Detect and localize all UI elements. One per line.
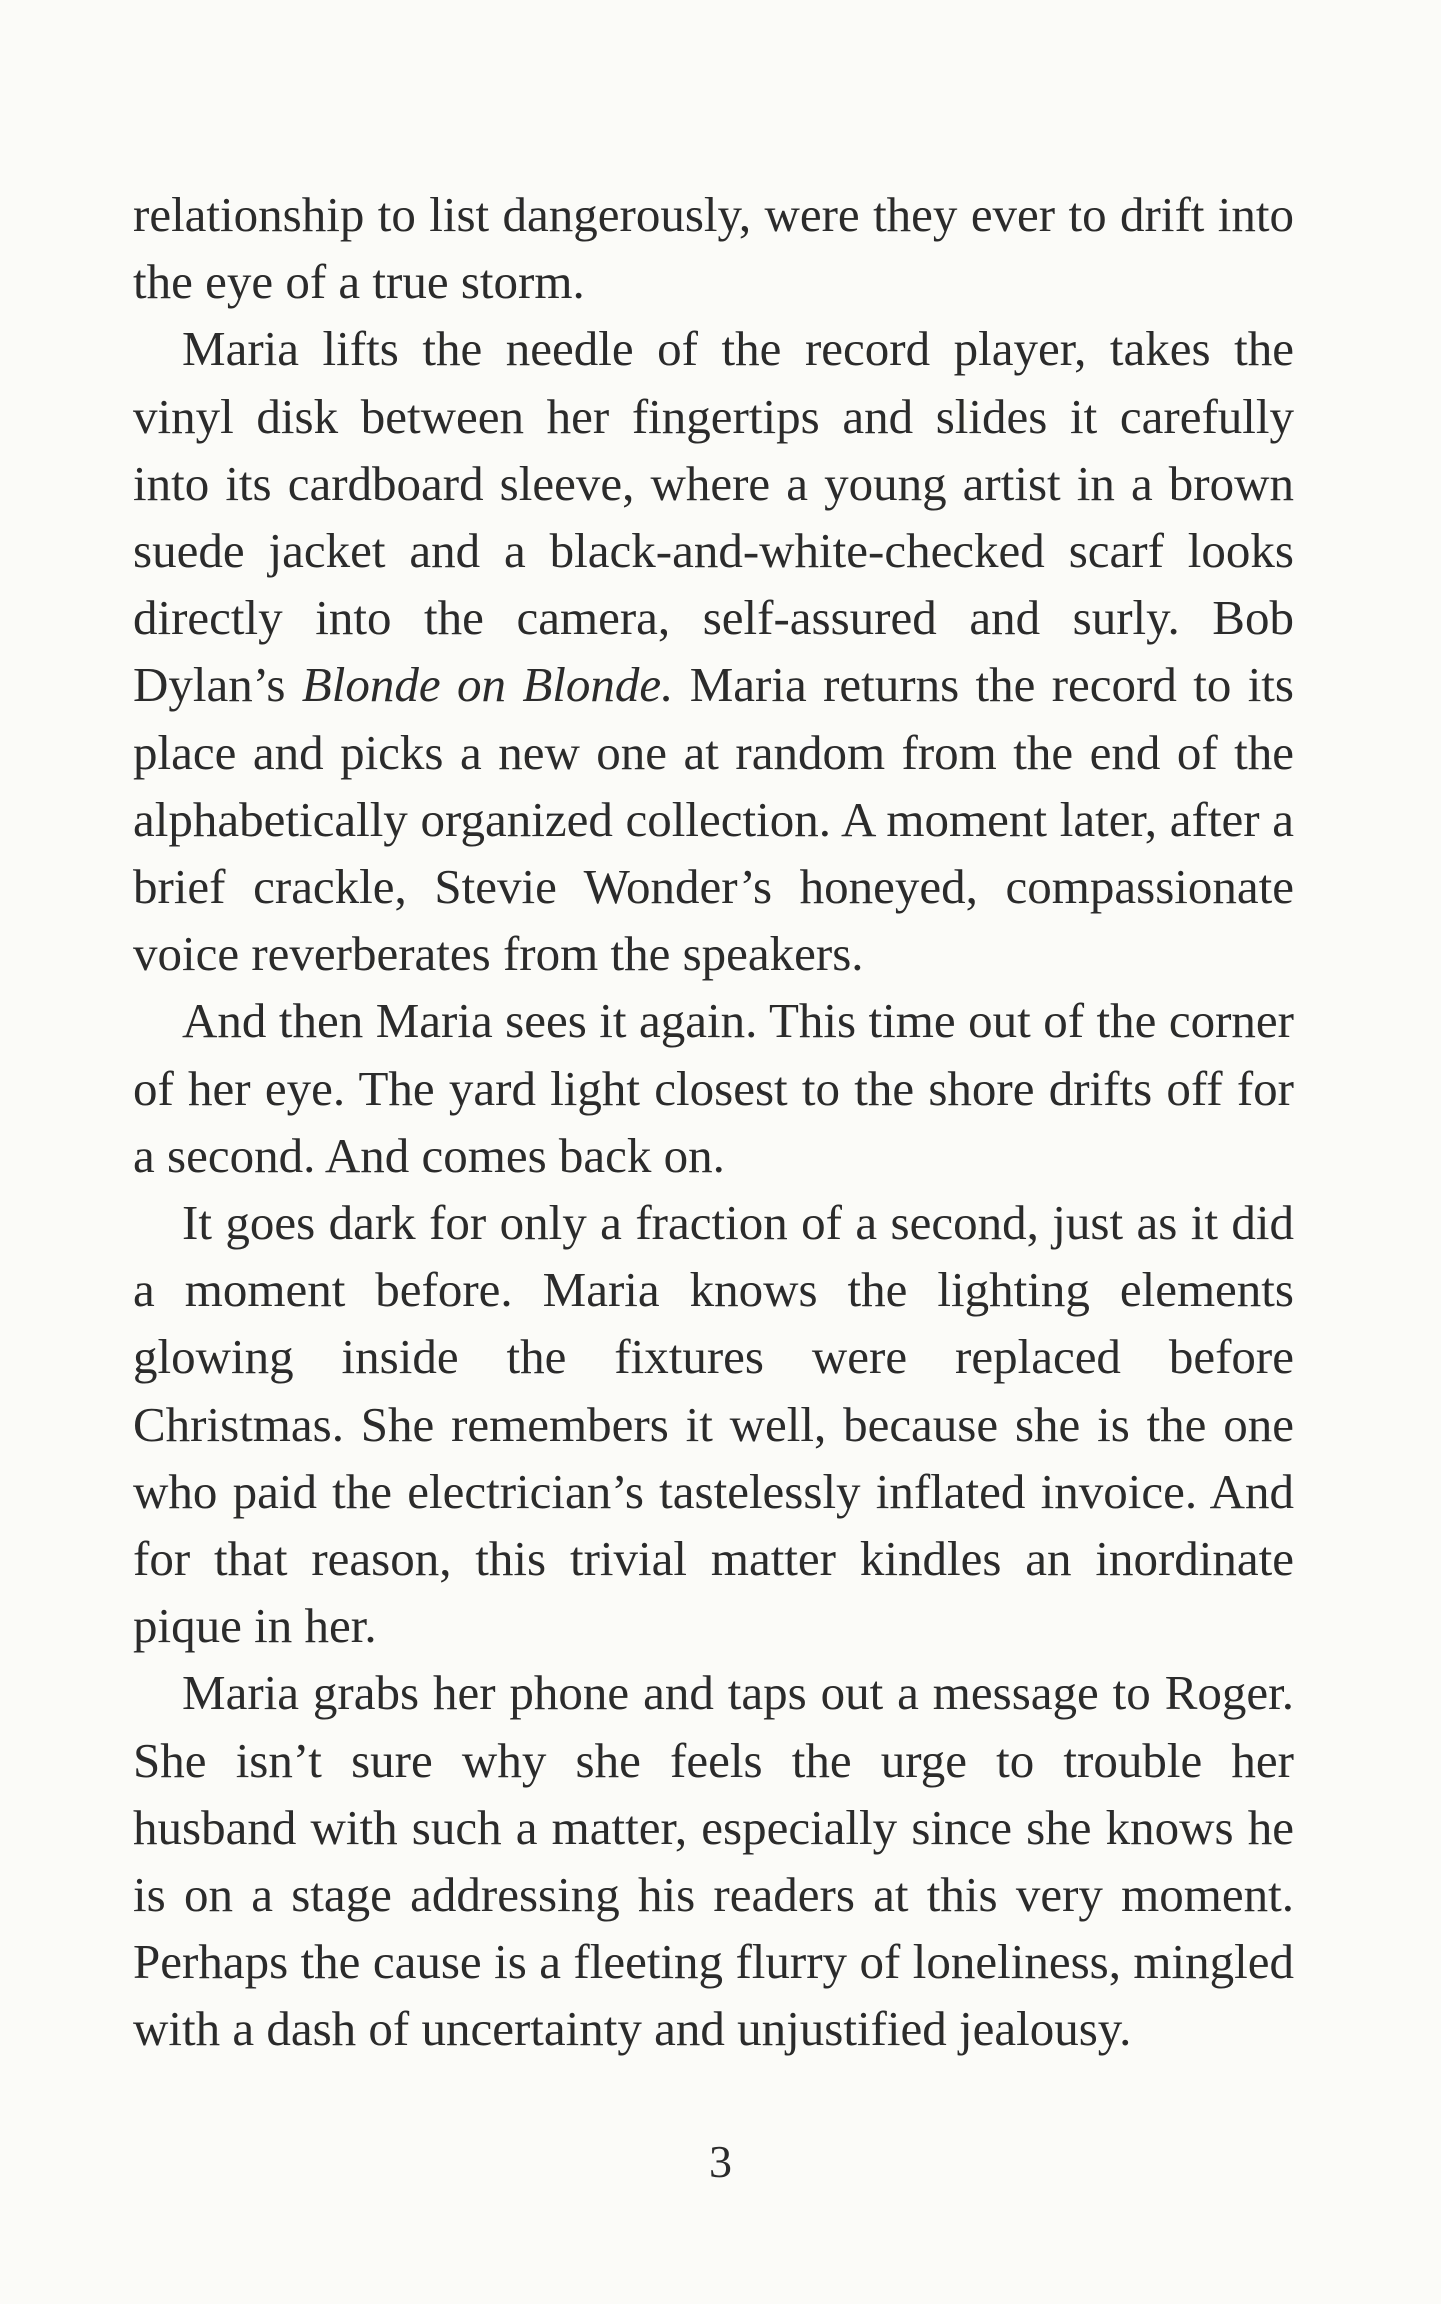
paragraph-1: relationship to list dangerously, were they ever to drift into the eye of a true storm. <box>133 187 1294 310</box>
paragraph-5: Maria grabs her phone and taps out a message to Roger. She isn’t sure why she feels the urge to trouble her husband with such a matter, especially since she knows he is on a stage addressing his readers at this very moment. Perhaps the cause is a fleeting flurry of loneliness, mingled with a dash of uncertainty and unjustified jealousy. <box>133 1665 1294 2057</box>
paragraph-2-text-before: Maria lifts the needle of the record player, takes the vinyl disk between her fingertips and slides it carefully into its cardboard sleeve, where a young artist in a brown suede jacket and a black-and-white-checked scarf looks directly into the camera, self-assured and surly. Bob Dylan’s <box>133 321 1294 713</box>
album-title: Blonde on Blonde. <box>301 657 674 713</box>
paragraph-2 <box>133 315 1294 987</box>
paragraph-2-text-after: Maria returns the record to its place and picks a new one at random from the end of the alphabetically organized collection. A moment later, after a brief crackle, Stevie Wonder’s honeyed, compassionate voice reverberates from the speakers. <box>133 657 1294 982</box>
page-number: 3 <box>709 2136 732 2187</box>
paragraph-3: And then Maria sees it again. This time out of the corner of her eye. The yard light closest to the shore drifts off for a second. And comes back on. <box>133 993 1294 1183</box>
body-text <box>133 181 1294 2063</box>
paragraph-4: It goes dark for only a fraction of a second, just as it did a moment before. Maria knows the lighting elements glowing inside the fixtures were replaced before Christmas. She remembers it well, because she is the one who paid the electrician’s tastelessly inflated invoice. And for that reason, this trivial matter kindles an inordinate pique in her. <box>133 1195 1294 1654</box>
